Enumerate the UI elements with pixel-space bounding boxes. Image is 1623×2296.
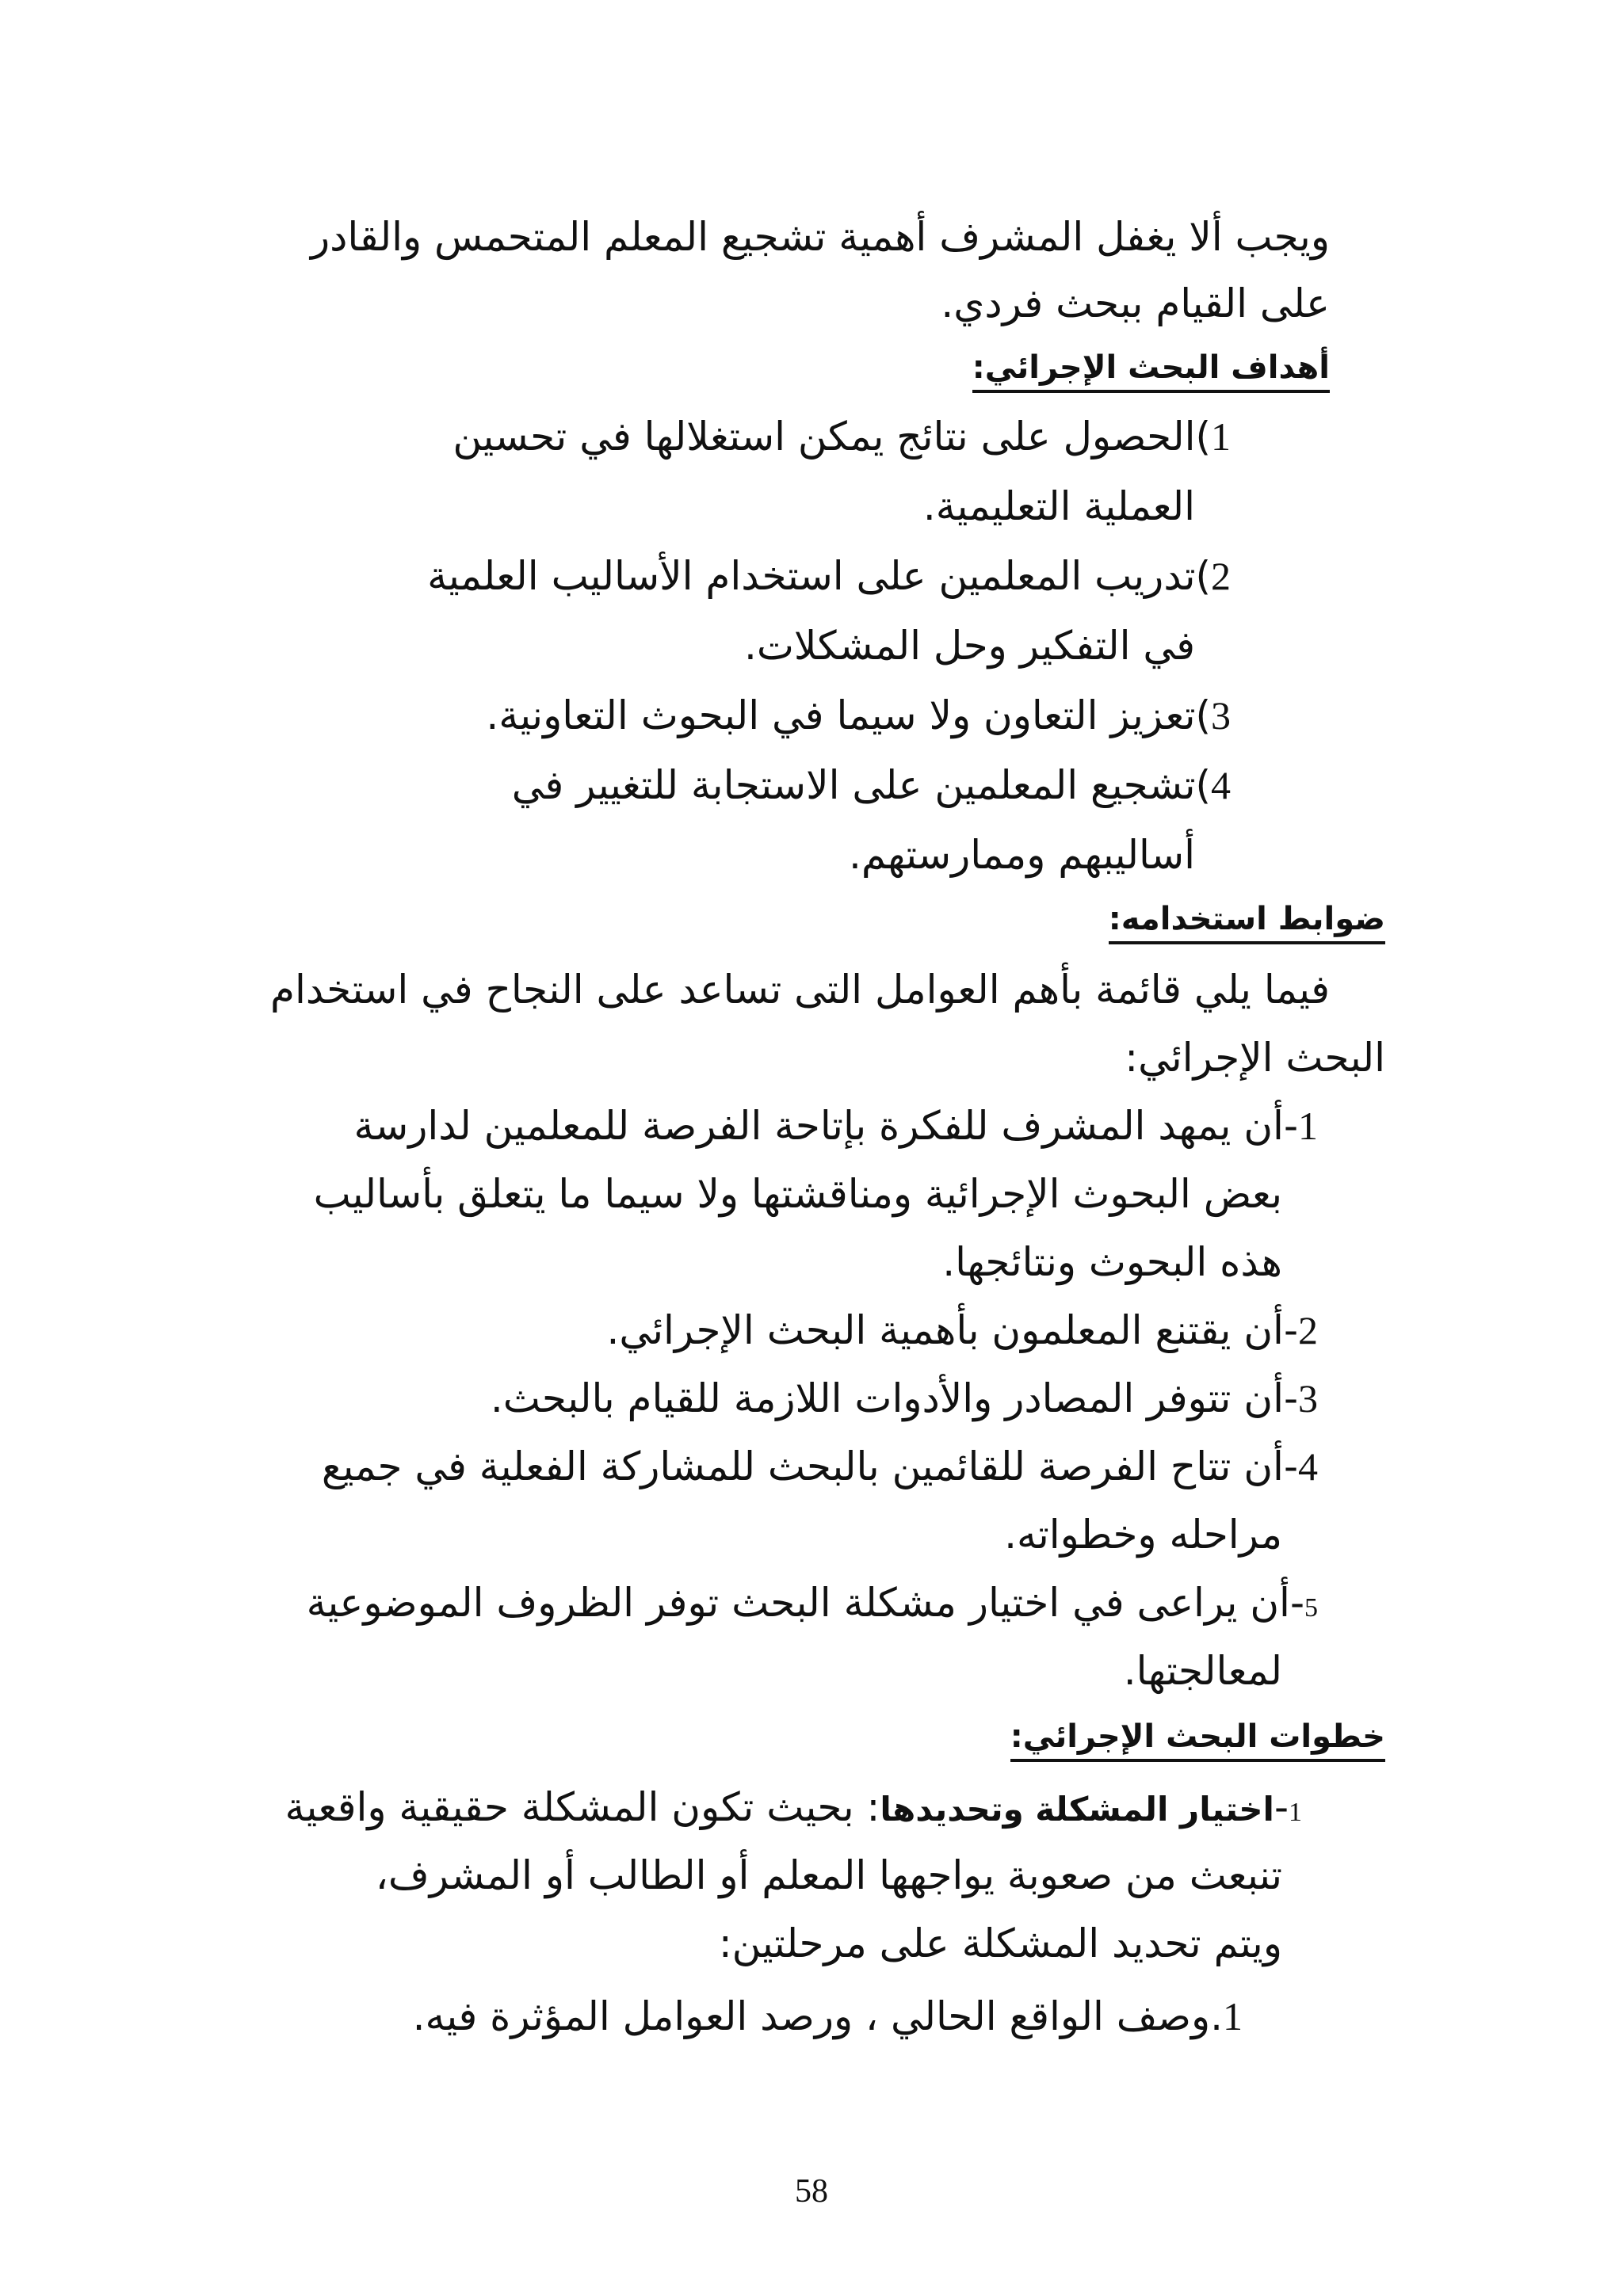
goal-number: 2 (1211, 554, 1231, 598)
control-item-2 (607, 1301, 1318, 1360)
intro-line-1: ويجب ألا يغفل المشرف أهمية تشجيع المعلم المتحمس والقادر (310, 214, 1330, 260)
control-item-1-continuation-1: بعض البحوث الإجرائية ومناقشتها ولا سيما ما يتعلق بأساليب (313, 1171, 1282, 1217)
goal-item-3 (486, 686, 1231, 745)
goal-text: )الحصول على نتائج يمكن استغلالها في تحسين (453, 414, 1211, 460)
substep-item-1 (413, 1987, 1243, 2046)
control-text: -أن يمهد المشرف للفكرة بإتاحة الفرصة للمعلمين لدارسة (353, 1103, 1298, 1149)
step-number: 1 (1289, 1798, 1302, 1827)
goal-number: 4 (1211, 763, 1231, 807)
control-item-5 (307, 1573, 1318, 1632)
step-prefix: - (1274, 1784, 1289, 1830)
goal-item-4-continuation: أساليبهم وممارستهم. (848, 832, 1195, 878)
step-item-1-continuation-1: تنبعث من صعوبة يواجهها المعلم أو الطالب أو المشرف، (375, 1852, 1282, 1898)
heading-goals: أهداف البحث الإجرائي: (972, 345, 1330, 393)
control-number: 3 (1298, 1376, 1318, 1421)
control-number: 5 (1304, 1593, 1318, 1623)
control-text: -أن يراعى في اختيار مشكلة البحث توفر الظروف الموضوعية (306, 1580, 1304, 1626)
step-item-1-continuation-2: ويتم تحديد المشكلة على مرحلتين: (718, 1920, 1282, 1966)
goal-text: )تعزيز التعاون ولا سيما في البحوث التعاونية. (486, 692, 1211, 738)
control-item-1 (354, 1097, 1318, 1155)
page-number: 58 (795, 2173, 828, 2210)
step-bold-label: اختيار المشكلة وتحديدها (880, 1790, 1274, 1829)
goal-item-1-continuation: العملية التعليمية. (922, 483, 1195, 529)
control-item-1-continuation-2: هذه البحوث ونتائجها. (942, 1239, 1282, 1285)
intro-line-2: على القيام ببحث فردي. (941, 280, 1330, 326)
substep-text: .وصف الواقع الحالي ، ورصد العوامل المؤثرة فيه. (412, 1993, 1223, 2039)
goal-item-2 (427, 547, 1231, 605)
control-item-4-continuation: مراحله وخطواته. (1004, 1512, 1282, 1558)
control-text: -أن تتوفر المصادر والأدوات اللازمة للقيام بالبحث. (490, 1375, 1298, 1421)
goal-number: 3 (1211, 693, 1231, 738)
goal-text: )تشجيع المعلمين على الاستجابة للتغيير في (511, 762, 1211, 808)
control-item-4 (322, 1437, 1318, 1496)
control-text: -أن يقتنع المعلمون بأهمية البحث الإجرائي. (606, 1307, 1298, 1353)
heading-controls: ضوابط استخدامه: (1109, 897, 1385, 944)
goal-number: 1 (1211, 414, 1231, 459)
heading-steps: خطوات البحث الإجرائي: (1010, 1714, 1385, 1762)
control-number: 4 (1298, 1444, 1318, 1489)
step-item-1 (285, 1778, 1302, 1836)
goal-item-1 (453, 407, 1231, 466)
control-item-3 (491, 1369, 1318, 1428)
goal-item-2-continuation: في التفكير وحل المشكلات. (743, 623, 1195, 669)
control-item-5-continuation: لمعالجتها. (1123, 1648, 1282, 1694)
control-number: 1 (1298, 1104, 1318, 1148)
controls-intro-line-2: البحث الإجرائي: (1125, 1035, 1385, 1081)
controls-intro-line-1: فيما يلي قائمة بأهم العوامل التى تساعد على النجاح في استخدام (270, 967, 1330, 1013)
control-number: 2 (1298, 1308, 1318, 1352)
step-text: : بحيث تكون المشكلة حقيقية واقعية (285, 1784, 880, 1830)
substep-number: 1 (1223, 1994, 1243, 2039)
goal-item-4 (512, 756, 1231, 814)
control-text: -أن تتاح الفرصة للقائمين بالبحث للمشاركة الفعلية في جميع (321, 1444, 1298, 1489)
goal-text: )تدريب المعلمين على استخدام الأساليب العلمية (427, 553, 1211, 599)
